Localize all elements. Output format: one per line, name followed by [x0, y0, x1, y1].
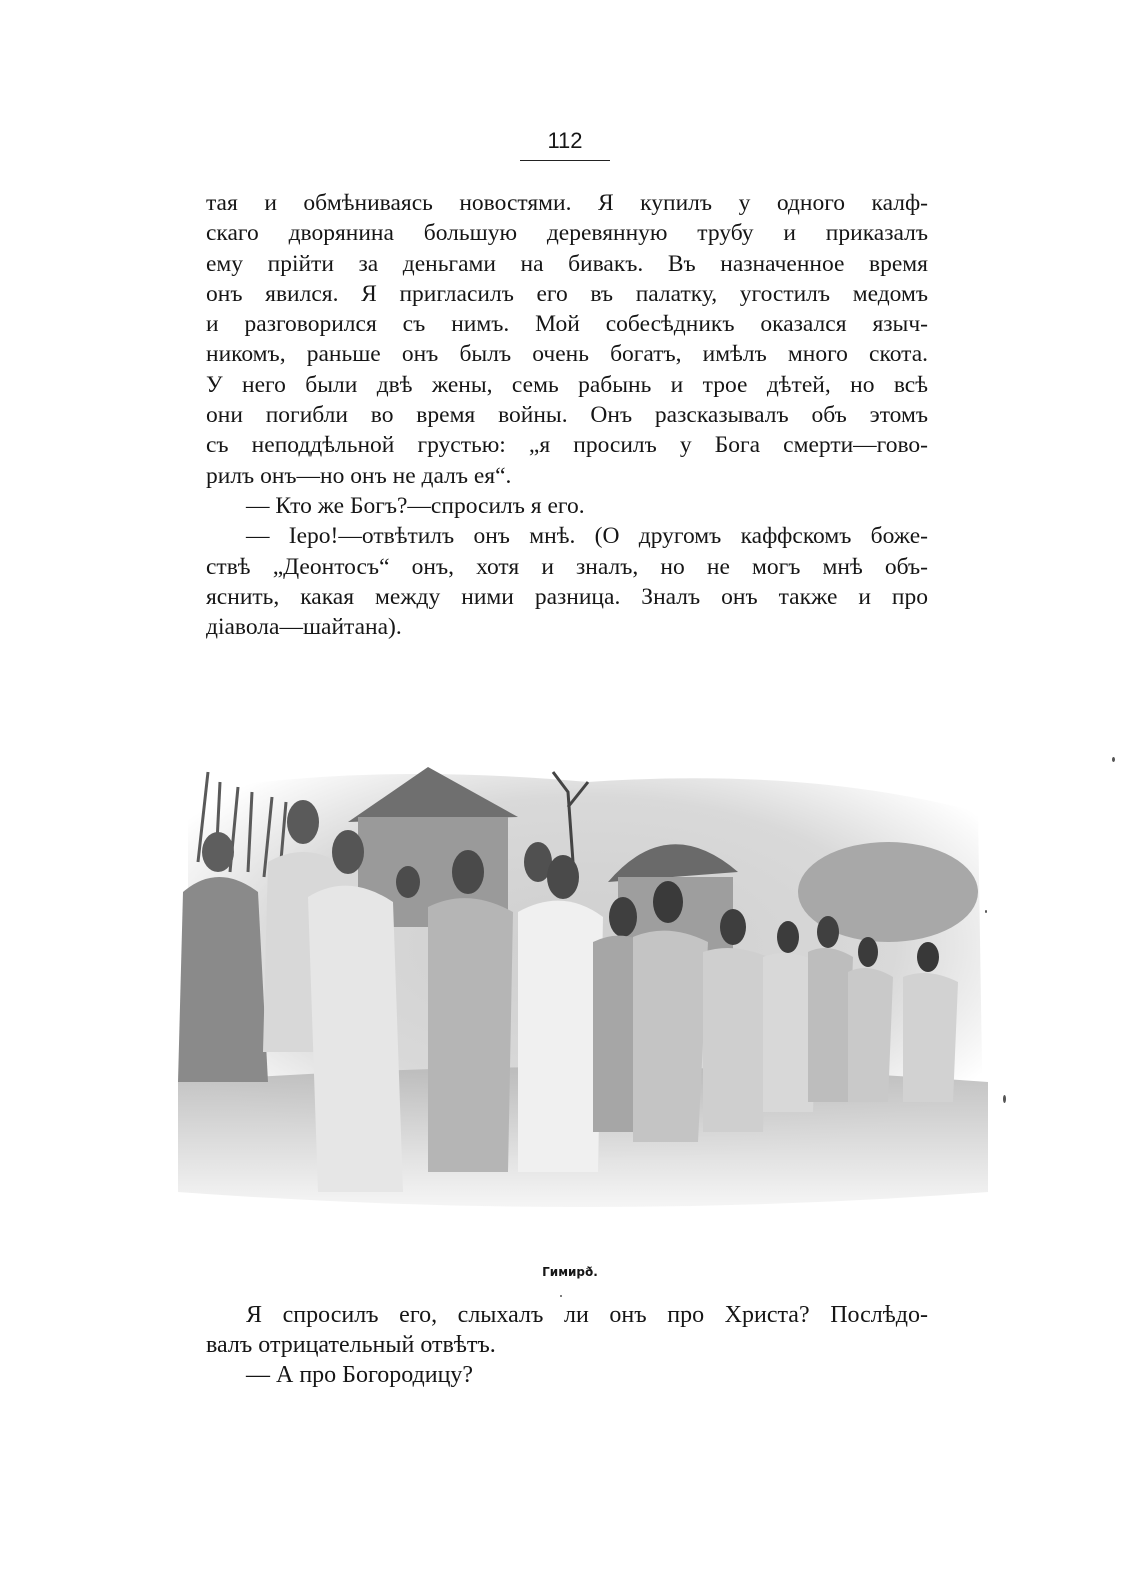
text-line: съ неподдѣльной грустью: „я просилъ у Бога смерти—гово-	[206, 432, 928, 459]
text-line: Я спросилъ его, слыхалъ ли онъ про Христа? Послѣдо-	[246, 1302, 928, 1328]
text-line: яснить, какая между ними разница. Зналъ онъ также и про	[206, 583, 928, 610]
text-line: тая и обмѣниваясь новостями. Я купилъ у одного калф-	[206, 190, 928, 216]
scan-speck	[1003, 1095, 1006, 1103]
text-line: — Кто же Богъ?—спросилъ я его.	[246, 492, 585, 519]
scan-speck	[560, 1295, 562, 1297]
scan-speck	[1112, 757, 1115, 762]
text-line: никомъ, раньше онъ былъ очень богатъ, имѣлъ много скота.	[206, 341, 928, 368]
text-line: діавола—шайтана).	[206, 614, 402, 641]
text-line: онъ явился. Я пригласилъ его въ палатку, угостилъ медомъ	[206, 280, 928, 307]
text-line: скаго дворянина большую деревянную трубу и приказалъ	[206, 220, 928, 247]
scan-speck	[985, 910, 987, 913]
body-text-top	[206, 188, 928, 642]
figure-caption: Гимирð.	[542, 1265, 598, 1279]
text-line: они погибли во время войны. Онъ разсказывалъ объ этомъ	[206, 402, 928, 429]
body-text-bottom	[206, 1300, 928, 1390]
text-line: и разговорился съ нимъ. Мой собесѣдникъ оказался языч-	[206, 311, 928, 338]
page-number-rule	[520, 160, 610, 161]
page-number: 112	[547, 128, 583, 153]
text-line: валъ отрицательный отвѣтъ.	[206, 1332, 496, 1358]
text-line: У него были двѣ жены, семь рабынь и трое дѣтей, но всѣ	[206, 371, 928, 398]
text-line: ствѣ „Деонтосъ“ онъ, хотя и зналъ, но не могъ мнѣ объ-	[206, 553, 928, 580]
text-line: рилъ онъ—но онъ не далъ ея“.	[206, 462, 512, 489]
text-line: — А про Богородицу?	[246, 1362, 474, 1388]
illustration-photo	[168, 752, 998, 1222]
text-line: ему прійти за деньгами на бивакъ. Въ назначенное время	[206, 250, 928, 277]
text-line: — Іеро!—отвѣтилъ онъ мнѣ. (О другомъ каффскомъ боже-	[246, 523, 928, 550]
